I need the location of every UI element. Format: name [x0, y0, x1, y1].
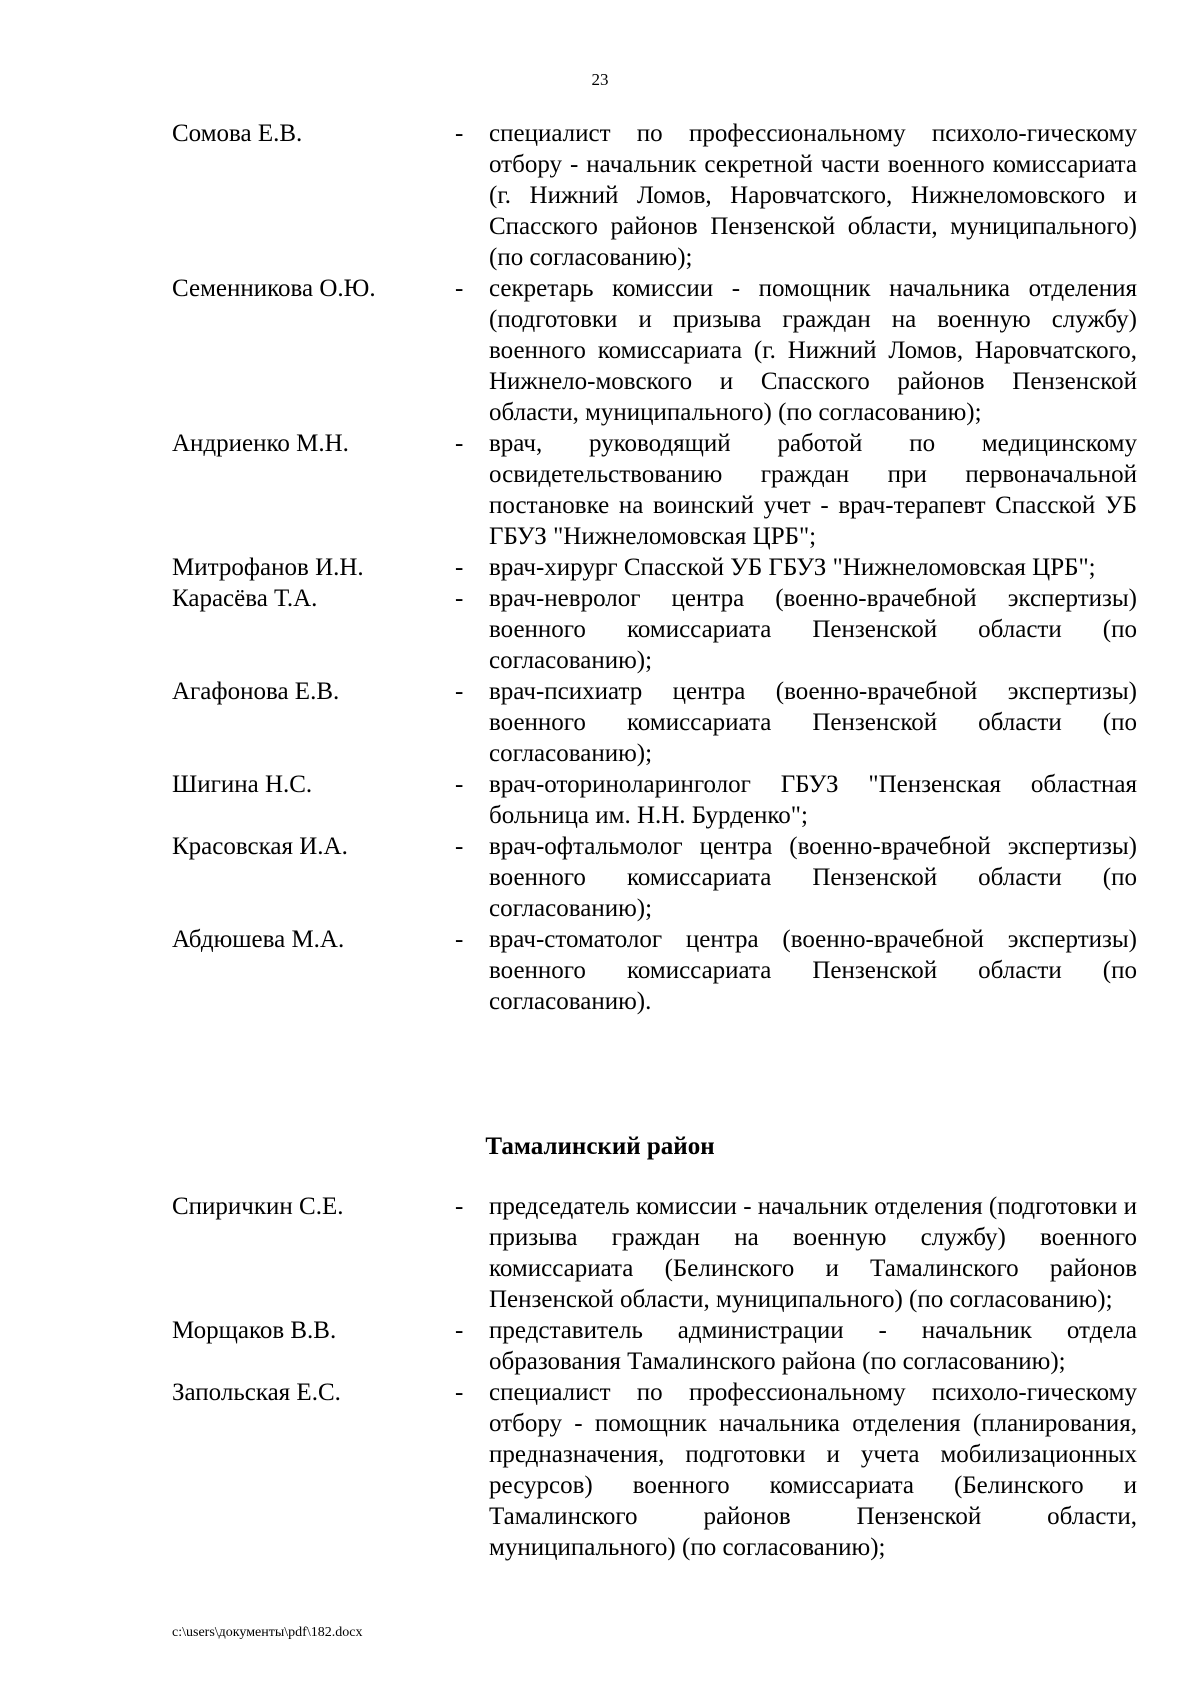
member-name: Сомова Е.В. — [172, 120, 303, 147]
list-item — [0, 118, 1200, 273]
member-role: представитель администрации - начальник отдела образования Тамалинского района (по согласованию); — [489, 1317, 1137, 1375]
member-role: секретарь комиссии - помощник начальника отделения (подготовки и призыва граждан на военную службу) военного комиссариата (г. Нижний Ломов, Наровчатского, Нижнело-мовского и Спасского районов Пензенской области, муниципального) (по согласованию); — [489, 275, 1137, 426]
section-heading: Тамалинский район — [485, 1133, 715, 1160]
member-role: специалист по профессиональному психоло-гическому отбору - начальник секретной части военного комиссариата (г. Нижний Ломов, Наровчатского, Нижнеломовского и Спасского районов Пензенской области, муниципального) (по согласованию); — [489, 120, 1137, 271]
member-name: Карасёва Т.А. — [172, 585, 318, 612]
dash-separator: - — [455, 926, 464, 953]
member-name: Андриенко М.Н. — [172, 430, 349, 457]
member-role: врач-оториноларинголог ГБУЗ "Пензенская областная больница им. Н.Н. Бурденко"; — [489, 771, 1137, 829]
list-item — [0, 552, 1200, 583]
dash-separator: - — [455, 678, 464, 705]
dash-separator: - — [455, 275, 464, 302]
member-role: врач-офтальмолог центра (военно-врачебной экспертизы) военного комиссариата Пензенской области (по согласованию); — [489, 833, 1137, 922]
member-name: Митрофанов И.Н. — [172, 554, 364, 581]
member-name: Морщаков В.В. — [172, 1317, 337, 1344]
dash-separator: - — [455, 554, 464, 581]
member-name: Запольская Е.С. — [172, 1379, 341, 1406]
commission-list-upper — [0, 118, 1200, 1017]
list-item — [0, 769, 1200, 831]
list-item — [0, 924, 1200, 1017]
member-role: врач-невролог центра (военно-врачебной экспертизы) военного комиссариата Пензенской области (по согласованию); — [489, 585, 1137, 674]
member-name: Абдюшева М.А. — [172, 926, 345, 953]
list-item — [0, 273, 1200, 428]
list-item — [0, 1315, 1200, 1377]
dash-separator: - — [455, 1193, 464, 1220]
member-name: Семенникова О.Ю. — [172, 275, 376, 302]
member-role: врач, руководящий работой по медицинскому освидетельствованию граждан при первоначальной постановке на воинский учет - врач-терапевт Спасской УБ ГБУЗ "Нижнеломовская ЦРБ"; — [489, 430, 1137, 550]
dash-separator: - — [455, 833, 464, 860]
member-role: врач-стоматолог центра (военно-врачебной экспертизы) военного комиссариата Пензенской области (по согласованию). — [489, 926, 1137, 1015]
member-name: Красовская И.А. — [172, 833, 348, 860]
dash-separator: - — [455, 771, 464, 798]
commission-list-lower — [0, 1191, 1200, 1563]
member-role: врач-хирург Спасской УБ ГБУЗ "Нижнеломовская ЦРБ"; — [489, 554, 1096, 581]
dash-separator: - — [455, 430, 464, 457]
list-item — [0, 583, 1200, 676]
list-item — [0, 676, 1200, 769]
list-item — [0, 428, 1200, 552]
member-name: Спиричкин С.Е. — [172, 1193, 344, 1220]
dash-separator: - — [455, 120, 464, 147]
member-name: Агафонова Е.В. — [172, 678, 340, 705]
member-name: Шигина Н.С. — [172, 771, 313, 798]
member-role: председатель комиссии - начальник отделения (подготовки и призыва граждан на военную службу) военного комиссариата (Белинского и Тамалинского районов Пензенской области, муниципального) (по согласованию); — [489, 1193, 1137, 1313]
file-path-footer: c:\users\документы\pdf\182.docx — [172, 1625, 363, 1640]
dash-separator: - — [455, 585, 464, 612]
dash-separator: - — [455, 1379, 464, 1406]
list-item — [0, 1377, 1200, 1563]
member-role: врач-психиатр центра (военно-врачебной экспертизы) военного комиссариата Пензенской области (по согласованию); — [489, 678, 1137, 767]
list-item — [0, 831, 1200, 924]
list-item — [0, 1191, 1200, 1315]
member-role: специалист по профессиональному психоло-гическому отбору - помощник начальника отделения (планирования, предназначения, подготовки и учета мобилизационных ресурсов) военного комиссариата (Белинского и Тамалинского районов Пензенской области, муниципального) (по согласованию); — [489, 1379, 1137, 1561]
dash-separator: - — [455, 1317, 464, 1344]
page-number: 23 — [591, 70, 609, 89]
